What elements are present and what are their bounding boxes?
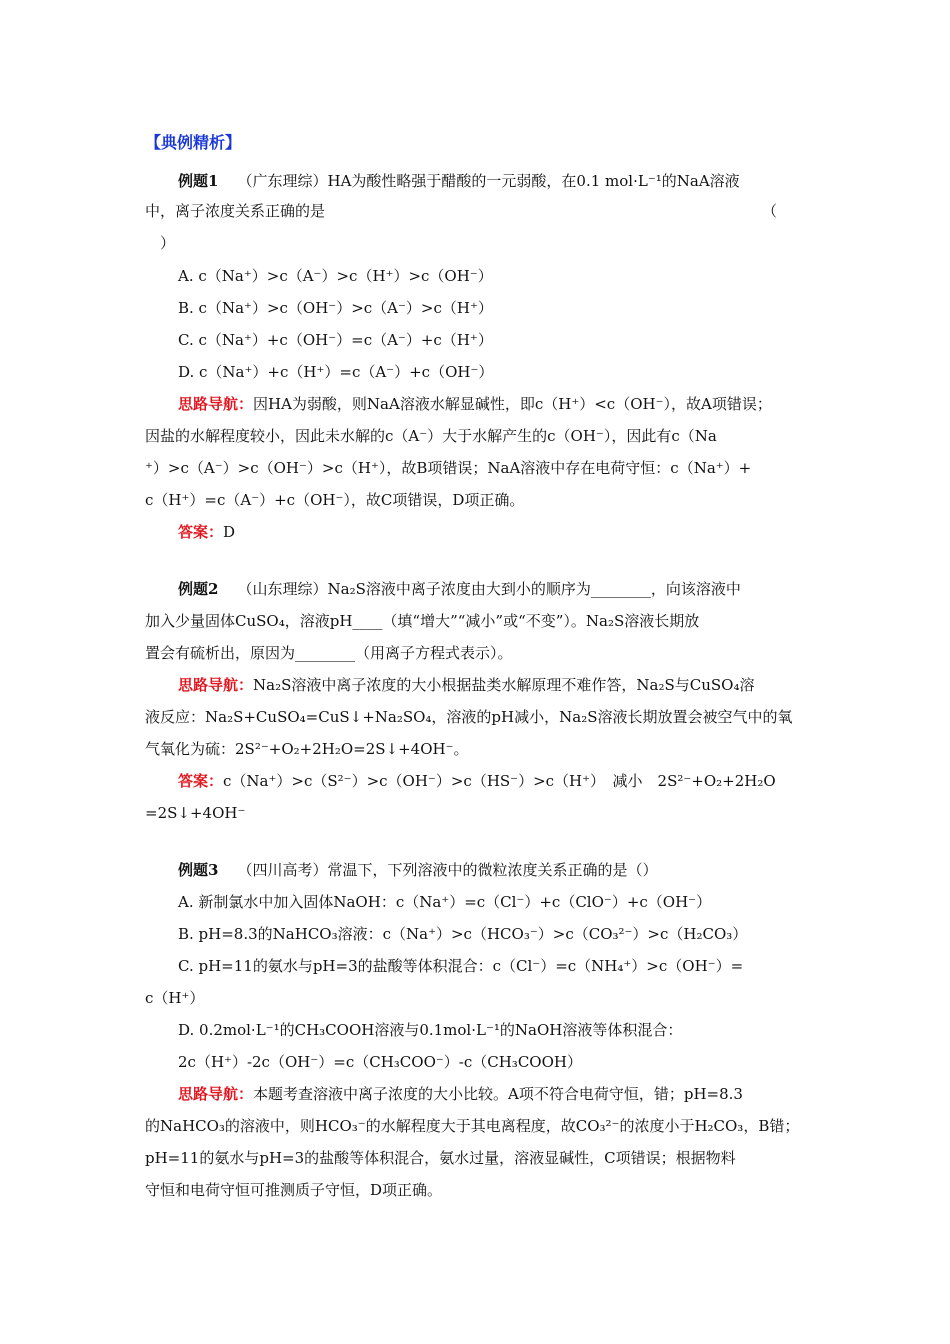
example3-option-d2: 2c（H⁺）-2c（OH⁻）=c（CH₃COO⁻）-c（CH₃COOH） (178, 1053, 582, 1071)
example3-guide-label: 思路导航： (178, 1085, 254, 1103)
example2-answer2: =2S↓+4OH⁻ (145, 804, 246, 822)
example2-guide2: 液反应：Na₂S+CuSO₄=CuS↓+Na₂SO₄，溶液的pH减小，Na₂S溶液长期放置会被空气中的氧 (145, 708, 793, 726)
example2-guide-label: 思路导航： (178, 676, 254, 694)
example2-answer-line (178, 771, 776, 791)
example1-guide3: ⁺）>c（A⁻）>c（OH⁻）>c（H⁺），故B项错误；NaA溶液中存在电荷守恒：c（Na⁺）+ (145, 459, 752, 477)
example1-option-c: C. c（Na⁺）+c（OH⁻）=c（A⁻）+c（H⁺） (178, 331, 493, 349)
example3-option-b: B. pH=8.3的NaHCO₃溶液：c（Na⁺）>c（HCO₃⁻）>c（CO₃²⁻）>c（H₂CO₃） (178, 925, 748, 943)
example1-guide-label: 思路导航： (178, 395, 254, 413)
example1-line1 (178, 171, 740, 191)
example1-option-a: A. c（Na⁺）>c（A⁻）>c（H⁺）>c（OH⁻） (178, 267, 493, 285)
example3-stem: （四川高考）常温下，下列溶液中的微粒浓度关系正确的是（） (237, 861, 658, 879)
example3-guide3: pH=11的氨水与pH=3的盐酸等体积混合，氨水过量，溶液显碱性，C项错误；根据物料 (145, 1149, 736, 1167)
example3-option-a: A. 新制氯水中加入固体NaOH：c（Na⁺）=c（Cl⁻）+c（ClO⁻）+c（OH⁻） (178, 893, 712, 911)
example2-guide1: Na₂S溶液中离子浓度的大小根据盐类水解原理不难作答，Na₂S与CuSO₄溶 (253, 676, 755, 694)
example2-stem1: （山东理综）Na₂S溶液中离子浓度由大到小的顺序为________，向该溶液中 (237, 580, 741, 598)
example3-option-d1: D. 0.2mol·L⁻¹的CH₃COOH溶液与0.1mol·L⁻¹的NaOH溶液等体积混合： (178, 1021, 683, 1039)
example3-guide-line1 (178, 1084, 743, 1104)
example2-title: 例题2 (178, 580, 219, 598)
example3-guide4: 守恒和电荷守恒可推测质子守恒，D项正确。 (145, 1181, 443, 1199)
example1-answer: D (223, 523, 236, 541)
example1-option-d: D. c（Na⁺）+c（H⁺）=c（A⁻）+c（OH⁻） (178, 363, 494, 381)
example2-answer-label: 答案： (178, 772, 224, 790)
section-header: 【典例精析】 (145, 133, 242, 152)
example3-title: 例题3 (178, 861, 219, 879)
example2-guide-line1 (178, 675, 754, 695)
example1-title: 例题1 (178, 172, 219, 190)
example3-option-c2: c（H⁺） (145, 989, 205, 1007)
example1-stem2: 中，离子浓度关系正确的是 (145, 202, 326, 220)
example1-stem1: （广东理综）HA为酸性略强于醋酸的一元弱酸，在0.1 mol·L⁻¹的NaA溶液 (237, 172, 740, 190)
example3-guide1: 本题考查溶液中离子浓度的大小比较。A项不符合电荷守恒，错；pH=8.3 (253, 1085, 743, 1103)
example2-guide3: 气氧化为硫：2S²⁻+O₂+2H₂O=2S↓+4OH⁻。 (145, 740, 469, 758)
example1-guide-line1 (178, 394, 772, 414)
example1-guide2: 因盐的水解程度较小，因此未水解的c（A⁻）大于水解产生的c（OH⁻），因此有c（Na (145, 427, 717, 445)
example1-guide1: 因HA为弱酸，则NaA溶液水解显碱性，即c（H⁺）<c（OH⁻），故A项错误； (253, 395, 772, 413)
example1-bracket-close: ） (160, 234, 176, 252)
example2-line1 (178, 579, 741, 599)
example1-option-b: B. c（Na⁺）>c（OH⁻）>c（A⁻）>c（H⁺） (178, 299, 493, 317)
example3-guide2: 的NaHCO₃的溶液中，则HCO₃⁻的水解程度大于其电离程度，故CO₃²⁻的浓度小于H₂CO₃，B错； (145, 1117, 800, 1135)
example1-guide4: c（H⁺）=c（A⁻）+c（OH⁻），故C项错误，D项正确。 (145, 491, 525, 509)
example2-stem2: 加入少量固体CuSO₄，溶液pH____（填“增大”“减小”或“不变”）。Na₂S溶液长期放 (145, 612, 700, 630)
example2-answer1: c（Na⁺）>c（S²⁻）>c（OH⁻）>c（HS⁻）>c（H⁺） 减小 2S²⁻+O₂+2H₂O (223, 772, 776, 790)
example1-answer-line (178, 522, 235, 542)
example1-bracket-open: （ (762, 202, 778, 220)
example3-line1 (178, 860, 658, 880)
example2-stem3: 置会有硫析出，原因为________（用离子方程式表示）。 (145, 644, 513, 662)
example3-option-c1: C. pH=11的氨水与pH=3的盐酸等体积混合：c（Cl⁻）=c（NH₄⁺）>c（OH⁻）= (178, 957, 744, 975)
example1-answer-label: 答案： (178, 523, 224, 541)
